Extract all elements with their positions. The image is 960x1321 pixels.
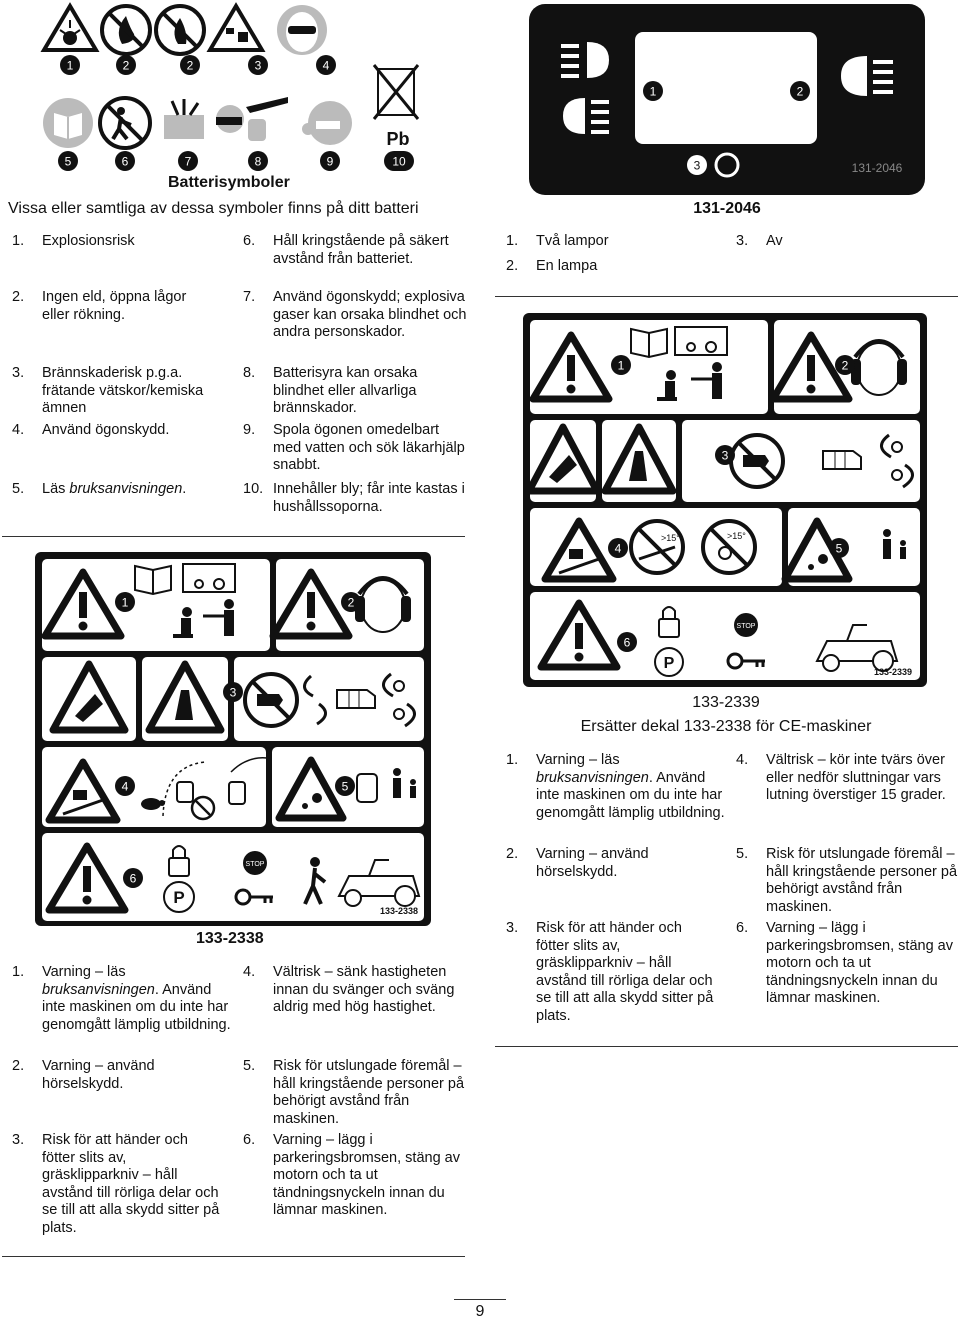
svg-text:3: 3	[229, 685, 237, 700]
badge-5	[58, 151, 78, 171]
badge-6	[115, 151, 135, 171]
badge-9	[320, 151, 340, 171]
badge-7	[178, 151, 198, 171]
decal-2338-item-6: 6. Varning – lägg i parkeringsbromsen, stäng av motorn och ta ut tändningsnyckeln innan du lämnar maskinen.	[243, 1132, 460, 1218]
decal-131-code: 131-2046	[851, 161, 903, 175]
decal-2338-item-4: 4. Vältrisk – sänk hastigheten innan du svänger och sväng aldrig med hög hastighet.	[243, 964, 455, 1015]
svg-text:5: 5	[64, 154, 72, 169]
battery-item-8: 8. Batterisyra kan orsaka blindhet eller allvarliga brännskador.	[243, 365, 418, 416]
badge-8	[248, 151, 268, 171]
svg-text:5: 5	[835, 541, 843, 556]
decal-133-2338-code: 133-2338	[379, 906, 419, 916]
read-manual-icon	[135, 566, 171, 594]
decal-2339-item-3: 3. Risk för att händer och fötter slits av, gräsklipparkniv – håll avstånd till rörliga delar och se till att alla skydd sitter på plats.	[506, 920, 714, 1024]
svg-text:6: 6	[129, 871, 137, 886]
svg-text:P: P	[663, 655, 675, 672]
no-fast-turn-icon	[192, 797, 214, 819]
decal-2339-part-number: 133-2339	[692, 694, 760, 711]
svg-text:STOP: STOP	[736, 623, 756, 630]
hand-stop-icon	[823, 451, 861, 469]
decal-2338-item-5: 5. Risk för utslungade föremål – håll kringstående personer på behörigt avstånd från maskinen.	[243, 1058, 465, 1127]
battery-item-4: 4. Använd ögonskydd.	[12, 422, 170, 438]
keep-bystanders-away-icon	[100, 98, 150, 148]
decal-2338-item-3: 3. Risk för att händer och fötter slits av, gräsklipparkniv – håll avstånd till rörliga delar och se till att alla skydd sitter på plats.	[12, 1132, 220, 1236]
svg-text:2: 2	[347, 595, 355, 610]
no-fire-icon	[102, 6, 150, 54]
svg-text:1: 1	[121, 595, 129, 610]
decal-133-2338	[33, 550, 433, 928]
svg-text:10: 10	[392, 154, 406, 169]
svg-text:1: 1	[649, 84, 657, 99]
decal-2339-item-5: 5. Risk för utslungade föremål – håll kringstående personer på behörigt avstånd från maskinen.	[736, 846, 958, 915]
divider-right-2	[495, 1046, 958, 1047]
corrosive-icon	[210, 6, 262, 50]
battery-item-2: 2. Ingen eld, öppna lågor eller rökning.	[12, 289, 187, 323]
badge-1	[60, 55, 80, 75]
decal-133-2339-code: 133-2339	[873, 667, 913, 677]
no-flame-icon	[156, 6, 204, 54]
decal-131-item-1: 1. Två lampor	[506, 233, 609, 249]
svg-text:2: 2	[186, 58, 194, 73]
stop-engine-icon	[243, 851, 267, 875]
svg-text:6: 6	[121, 154, 129, 169]
svg-text:>15°: >15°	[661, 533, 680, 543]
flush-eyes-icon	[246, 97, 288, 141]
decal-131-item-3: 3. Av	[736, 233, 783, 249]
hand-stop-icon	[337, 690, 375, 708]
no-slope-icon	[631, 521, 683, 573]
decal-133-2339	[521, 311, 929, 689]
explosion-icon	[44, 6, 96, 50]
mower-top-icon	[357, 774, 377, 802]
decal-2339-item-1: 1. Varning – läs bruksanvisningen. Använd inte maskinen om du inte har genomgått lämplig utbildning.	[506, 752, 725, 821]
decal-2338-item-2: 2. Varning – använd hörselskydd.	[12, 1058, 155, 1092]
svg-text:1: 1	[617, 358, 625, 373]
decal-131-part-number: 131-2046	[693, 200, 761, 217]
mower-trainer-icon	[675, 327, 727, 355]
svg-text:7: 7	[184, 154, 192, 169]
svg-text:4: 4	[322, 58, 330, 73]
decal-131-item-2: 2. En lampa	[506, 258, 598, 274]
badge-2	[116, 55, 136, 75]
no-slope-across-icon	[703, 521, 755, 573]
decal-2338-part-number: 133-2338	[196, 930, 264, 947]
no-hand-guard-icon	[245, 674, 297, 726]
svg-text:6: 6	[623, 635, 631, 650]
stop-engine-icon	[734, 613, 758, 637]
svg-text:2: 2	[122, 58, 130, 73]
mower-trainer-icon	[183, 564, 235, 592]
svg-text:>15°: >15°	[727, 531, 746, 541]
decal-2339-item-4: 4. Vältrisk – kör inte tvärs över eller nedför sluttningar vars lutning överstiger 15 grader.	[736, 752, 946, 803]
read-manual-icon	[631, 329, 667, 357]
acid-burn-icon	[216, 105, 244, 133]
svg-text:1: 1	[66, 58, 74, 73]
svg-text:2: 2	[841, 358, 849, 373]
lead-warning-icon	[302, 101, 352, 145]
battery-item-10: 10. Innehåller bly; får inte kastas i hushållssoporna.	[243, 481, 465, 515]
svg-text:3: 3	[693, 158, 701, 173]
svg-text:4: 4	[614, 541, 622, 556]
divider-left-2	[2, 1256, 465, 1257]
read-manual-icon	[43, 98, 93, 148]
svg-text:5: 5	[341, 779, 349, 794]
svg-text:9: 9	[326, 154, 334, 169]
eye-protection-icon	[277, 5, 327, 55]
battery-heading: Batterisymboler	[168, 174, 290, 191]
parking-brake-icon	[164, 882, 194, 912]
decal-2339-item-2: 2. Varning – använd hörselskydd.	[506, 846, 649, 880]
svg-text:P: P	[173, 888, 185, 907]
no-hand-guard-icon	[731, 435, 783, 487]
page-number-rule	[454, 1299, 506, 1300]
divider-left-1	[2, 536, 465, 537]
svg-text:2: 2	[796, 84, 804, 99]
battery-badges-row2	[58, 151, 414, 171]
badge-3	[248, 55, 268, 75]
svg-text:4: 4	[121, 779, 129, 794]
battery-subheading: Vissa eller samtliga av dessa symboler finns på ditt batteri	[8, 200, 419, 217]
svg-text:Pb: Pb	[386, 129, 410, 149]
svg-text:8: 8	[254, 154, 262, 169]
battery-item-6: 6. Håll kringstående på säkert avstånd från batteriet.	[243, 233, 449, 267]
decal-2339-subtitle: Ersätter dekal 133-2338 för CE-maskiner	[580, 718, 872, 735]
svg-text:STOP: STOP	[245, 861, 265, 868]
battery-item-7: 7. Använd ögonskydd; explosiva gaser kan orsaka blindhet och andra personskador.	[243, 289, 467, 340]
battery-item-1: 1. Explosionsrisk	[12, 233, 135, 249]
svg-text:3: 3	[254, 58, 262, 73]
badge-2b	[180, 55, 200, 75]
battery-item-3: 3. Brännskaderisk p.g.a. frätande vätskor/kemiska ämnen	[12, 365, 204, 416]
page-number: 9	[475, 1303, 485, 1320]
badge-4	[316, 55, 336, 75]
no-trash-icon	[374, 65, 418, 149]
divider-right-1	[495, 296, 958, 297]
svg-text:3: 3	[721, 448, 729, 463]
battery-item-5: 5. Läs bruksanvisningen.	[12, 481, 187, 497]
badge-10	[384, 151, 414, 171]
decal-2339-item-6: 6. Varning – lägg i parkeringsbromsen, stäng av motorn och ta ut tändningsnyckeln innan du lämnar maskinen.	[736, 920, 953, 1006]
battery-item-9: 9. Spola ögonen omedelbart med vatten och sök läkarhjälp snabbt.	[243, 422, 465, 473]
decal-131-2046	[527, 2, 927, 197]
battery-badges-row1	[60, 55, 336, 75]
explosive-gas-icon	[164, 99, 204, 139]
decal-2338-item-1: 1. Varning – läs bruksanvisningen. Använd inte maskinen om du inte har genomgått lämplig utbildning.	[12, 964, 231, 1033]
battery-symbols-figure	[30, 0, 430, 175]
parking-brake-icon	[655, 648, 683, 676]
